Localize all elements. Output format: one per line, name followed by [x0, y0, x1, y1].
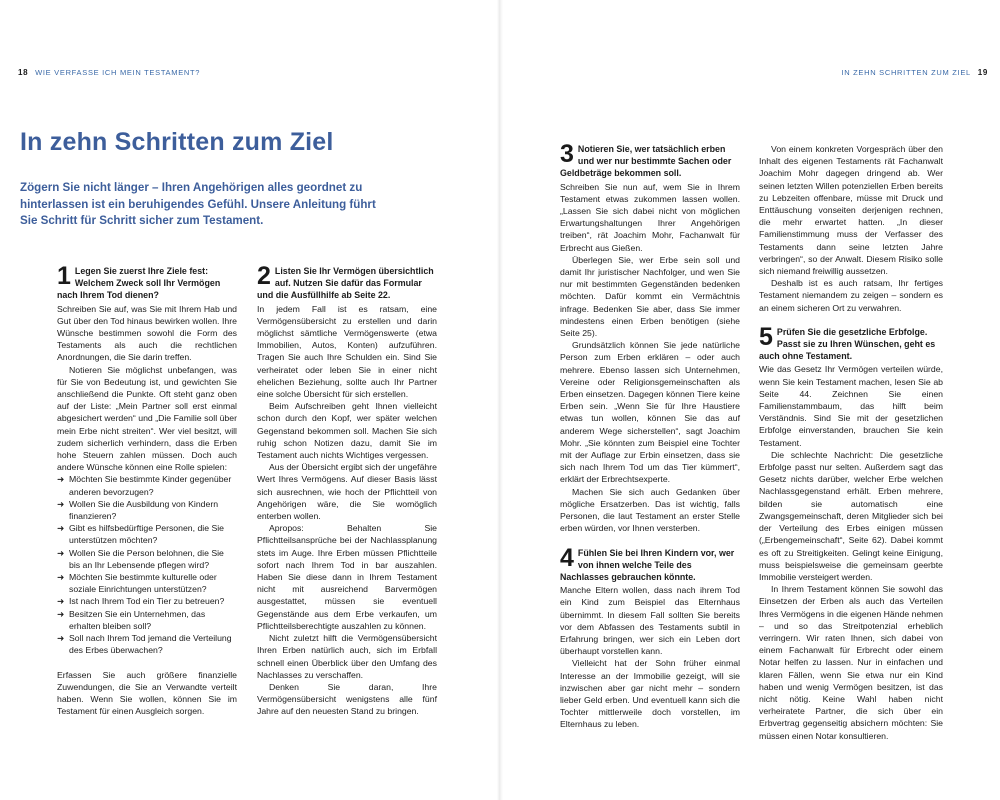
paragraph: Machen Sie sich auch Gedanken über mögliche Ersatzerben. Das ist wichtig, falls Personen, die laut Testament an erster Stelle erben würden, vor Ihnen versterben.	[560, 486, 740, 534]
step-number: 5	[759, 325, 773, 351]
step-title: Prüfen Sie die gesetzliche Erbfolge. Passt sie zu Ihren Wünschen, geht es auch ohne Testament.	[759, 326, 936, 362]
step-number: 2	[257, 265, 271, 290]
paragraph: Wie das Gesetz Ihr Vermögen verteilen würde, wenn Sie kein Testament machen, lesen Sie ab Seite 44. Zeichnen Sie einen Familienstammbaum, das hilft beim Verständnis. Sind Sie mit der gesetzlichen Erbfolge einverstanden, brauchen Sie kein Testament.	[759, 364, 943, 448]
step-2-heading	[257, 265, 437, 302]
paragraph: Denken Sie daran, Ihre Vermögensübersicht wenigstens alle fünf Jahre auf den neuesten Stand zu bringen.	[257, 681, 437, 717]
arrow-icon: ➜	[57, 572, 65, 583]
column-3	[560, 143, 740, 731]
paragraph: Nicht zuletzt hilft die Vermögensübersicht Ihren Erben natürlich auch, sich im Erbfall schnell einen Überblick über den Umfang des Nachlasses zu verschaffen.	[257, 633, 437, 680]
arrow-icon: ➜	[57, 547, 65, 558]
paragraph: In Ihrem Testament können Sie sowohl das Einsetzen der Erben als auch das Verteilen Ihres Vermögens in die eigenen Hände nehmen – und so das Streitpotenzial erheblich verringern. Wir raten Ihnen, sich dabei von einem Fachanwalt für Erbrecht oder einem Notar helfen zu lassen. Nur in einfachen und klaren Fällen, wenn Sie etwa nur ein Kind haben und wenig Vermögen besitzen, ist das nicht nötig. Keine Wahl haben nicht verheiratete Partner, die sich über ein Erbvertrag gegenseitig absichern möchten: Sie müssen einen Notar konsultieren.	[759, 584, 944, 741]
arrow-icon: ➜	[57, 498, 65, 509]
list-item: ➜ Besitzen Sie ein Unternehmen, das erhalten bleiben soll?	[57, 608, 206, 631]
running-title-right: IN ZEHN SCHRITTEN ZUM ZIEL	[841, 68, 971, 77]
paragraph: Notieren Sie möglichst unbefangen, was für Sie von Bedeutung ist, und gewichten Sie anschließend die Punkte. Oft steht ganz oben auf der Liste: „Mein Partner soll erst einmal abgesichert werden“ und „Die Familie soll über mein Erbe nicht streiten“. Wer viel besitzt, will zudem sicherlich verhindern, dass die Erben hohe Steuern zahlen müssen. Doch auch andere Wünsche können eine Rolle spielen:	[57, 364, 237, 473]
list-item: ➜ Gibt es hilfsbedürftige Personen, die Sie unterstützen möchten?	[57, 523, 225, 546]
paragraph: Manche Eltern wollen, dass nach ihrem Tod ein Kind zum Beispiel das Elternhaus übernimmt. In diesem Fall sollten Sie bereits vor dem Abfassen des Testaments subtil in Erfahrung bringen, wer sich ein Leben dort überhaupt vorstellen kann.	[560, 585, 740, 657]
list-item: ➜ Wollen Sie die Person belohnen, die Sie bis an Ihr Lebensende pflegen wird?	[57, 547, 224, 570]
book-gutter	[497, 0, 503, 800]
list-item: ➜ Möchten Sie bestimmte Kinder gegenüber anderen bevorzugen?	[57, 474, 232, 497]
list-item: ➜ Wollen Sie die Ausbildung von Kindern finanzieren?	[57, 498, 219, 522]
step-title: Fühlen Sie bei Ihren Kindern vor, wer von ihnen welche Teile des Nachlasses gebrauchen könnte.	[560, 547, 735, 582]
arrow-icon: ➜	[57, 523, 65, 534]
paragraph: Beim Aufschreiben geht Ihnen vielleicht schon durch den Kopf, wer später welchen Gegenstand bekommen soll. Machen Sie sich ruhig schon Notizen dazu, damit Sie im Testament auch nichts Wichtiges vergessen.	[257, 401, 437, 461]
arrow-icon: ➜	[57, 608, 65, 619]
bullet-list	[57, 473, 237, 656]
step-title: Legen Sie zuerst Ihre Ziele fest: Welchem Zweck soll Ihr Vermögen nach Ihrem Tod dienen?	[57, 266, 221, 301]
list-item: ➜ Möchten Sie bestimmte kulturelle oder soziale Einrichtungen unterstützen?	[57, 572, 217, 595]
step-1-heading	[57, 265, 237, 302]
running-title-left: WIE VERFASSE ICH MEIN TESTAMENT?	[35, 68, 201, 77]
step-title: Notieren Sie, wer tatsächlich erben und wer nur bestimmte Sachen oder Geldbeträge bekommen soll.	[560, 144, 732, 179]
page-number-left: 18	[18, 68, 29, 77]
paragraph: Schreiben Sie nun auf, wem Sie in Ihrem Testament etwas zukommen lassen wollen. „Lassen Sie sich dabei nicht von möglichen Erwartungshaltungen Ihrer Angehörigen treiben“, rät Joachim Mohr, Fachanwalt für Erbrecht aus Gießen.	[560, 181, 740, 253]
list-item: ➜ Soll nach Ihrem Tod jemand die Verteilung des Erbes überwachen?	[57, 633, 232, 656]
column-2	[257, 265, 437, 718]
step-number: 4	[560, 546, 574, 572]
paragraph: Aus der Übersicht ergibt sich der ungefähre Wert Ihres Vermögens. Auf dieser Basis lässt sich ausrechnen, wie hoch der Pflichtteil von Angehörigen wäre, die Sie womöglich enterben wollen.	[257, 462, 437, 522]
paragraph: Apropos: Behalten Sie Pflichtteilsansprüche bei der Nachlassplanung stets im Auge. Ihre Erben müssen Pflichtteile sofort nach Ihrem Tod in bar auszahlen. Haben Sie diese dann in Ihrem Testament nicht mit ausreichend Barvermögen ausgestattet, müssen sie eventuell Gegenstände aus dem Erbe verkaufen, um Pflichtteilsberechtigte auszahlen zu können.	[257, 523, 437, 631]
step-5-heading	[759, 326, 943, 363]
paragraph: Überlegen Sie, wer Erbe sein soll und damit Ihr juristischer Nachfolger, und wen Sie nur mit bestimmten Gegenständen bedenken möchten. Dafür kommt ein Vermächtnis infrage. Bedenken Sie aber, dass Sie immer mindestens einen Erben benötigen (siehe Seite 25).	[560, 254, 740, 339]
step-number: 1	[57, 265, 71, 290]
paragraph: Grundsätzlich können Sie jede natürliche Person zum Erben erklären – oder auch mehrere. Ebenso lassen sich Unternehmen, Vereine oder Religionsgemeinschaften als Erben einsetzen. Dagegen können Tiere keine Erben sein. „Wenn Sie für Ihre Haustiere etwas tun wollen, können Sie das auf anderem Wege sicherstellen“, sagt Joachim Mohr. „Sie könnten zum Beispiel eine Tochter mit der Auflage zur Erbin einsetzen, dass sie sich nach Ihrem Tod um das Tier kümmert“, erklärt der Erbrechtsexperte.	[560, 340, 740, 485]
paragraph: Von einem konkreten Vorgespräch über den Inhalt des eigenen Testaments rät Fachanwalt Joachim Mohr dagegen dringend ab. Wer seinen letzten Willen potenziellen Erben bereits zu Lebzeiten offenbare, müsse mit Druck und Enttäuschung vonseiten derjenigen rechnen, die mehr erwartet hatten. „In dieser Familienstimmung muss der Verfasser des Testaments dann seine letzten Jahre verbringen“, so der Anwalt. Diesem Risiko solle sich niemand freiwillig aussetzen.	[759, 144, 943, 277]
step-4-heading	[560, 547, 740, 584]
paragraph: Die schlechte Nachricht: Die gesetzliche Erbfolge passt nur selten. Außerdem sagt das Gesetz nichts darüber, welcher Erbe welchen Nachlassgegenstand erhält. Erben mehrere, bilden sie automatisch eine Zwangsgemeinschaft, deren Mitglieder sich bei der Verteilung des Erbes einigen müssen („Erbengemeinschaft“, Seite 62). Dabei kommt es oft zu Streitigkeiten. Gelingt keine Einigung, muss beispielsweise die gemeinsam geerbte Immobilie versteigert werden.	[759, 449, 943, 582]
arrow-icon: ➜	[57, 474, 65, 485]
page-number-right: 19	[977, 68, 988, 77]
arrow-icon: ➜	[57, 596, 65, 607]
paragraph: Vielleicht hat der Sohn früher einmal Interesse an der Immobilie gezeigt, will sie inzwischen aber gar nicht mehr – sondern lieber Geld erben. Und eventuell kann sich die Tochter mittlerweile doch vorstellen, im Elternhaus zu leben.	[560, 658, 740, 730]
page-header-right	[837, 68, 988, 77]
list-item: ➜ Ist nach Ihrem Tod ein Tier zu betreuen?	[57, 596, 225, 607]
step-title: Listen Sie Ihr Vermögen übersichtlich auf. Nutzen Sie dafür das Formular und die Ausfüllhilfe ab Seite 22.	[257, 266, 434, 301]
column-1	[57, 265, 237, 717]
column-4	[759, 143, 943, 742]
paragraph: In jedem Fall ist es ratsam, eine Vermögensübersicht zu erstellen und darin möglichst sämtliche Vermögenswerte (etwa Immobilien, Autos, Konten) aufzuführen. Tragen Sie auch Ihre Schulden ein. Sind Sie verheiratet oder leben Sie in einer nicht ehelichen Beziehung, sollte auch Ihr Partner eine solche Übersicht für sich erstellen.	[257, 303, 437, 400]
paragraph: Schreiben Sie auf, was Sie mit Ihrem Hab und Gut über den Tod hinaus bewirken wollen. Ihre Wünsche bestimmen sowohl die Form des Testaments als auch die rechtlichen Anordnungen, die Sie darin treffen.	[57, 303, 237, 363]
step-number: 3	[560, 143, 574, 168]
paragraph: Deshalb ist es auch ratsam, Ihr fertiges Testament niemandem zu zeigen – sondern es an einem sicheren Ort zu verwahren.	[759, 278, 943, 313]
step-3-heading	[560, 143, 740, 180]
page-header-left	[18, 68, 204, 77]
page-title: In zehn Schritten zum Ziel	[20, 128, 334, 156]
arrow-icon: ➜	[57, 633, 65, 644]
paragraph: Erfassen Sie auch größere finanzielle Zuwendungen, die Sie an Verwandte verteilt haben. Wenn Sie wollen, können Sie im Testament für einen Ausgleich sorgen.	[57, 669, 237, 717]
intro-text: Zögern Sie nicht länger – Ihren Angehörigen alles geordnet zu hinterlassen ist ein beruhigendes Gefühl. Unsere Anleitung führt Sie Schritt für Schritt sicher zum Testament.	[20, 181, 376, 227]
